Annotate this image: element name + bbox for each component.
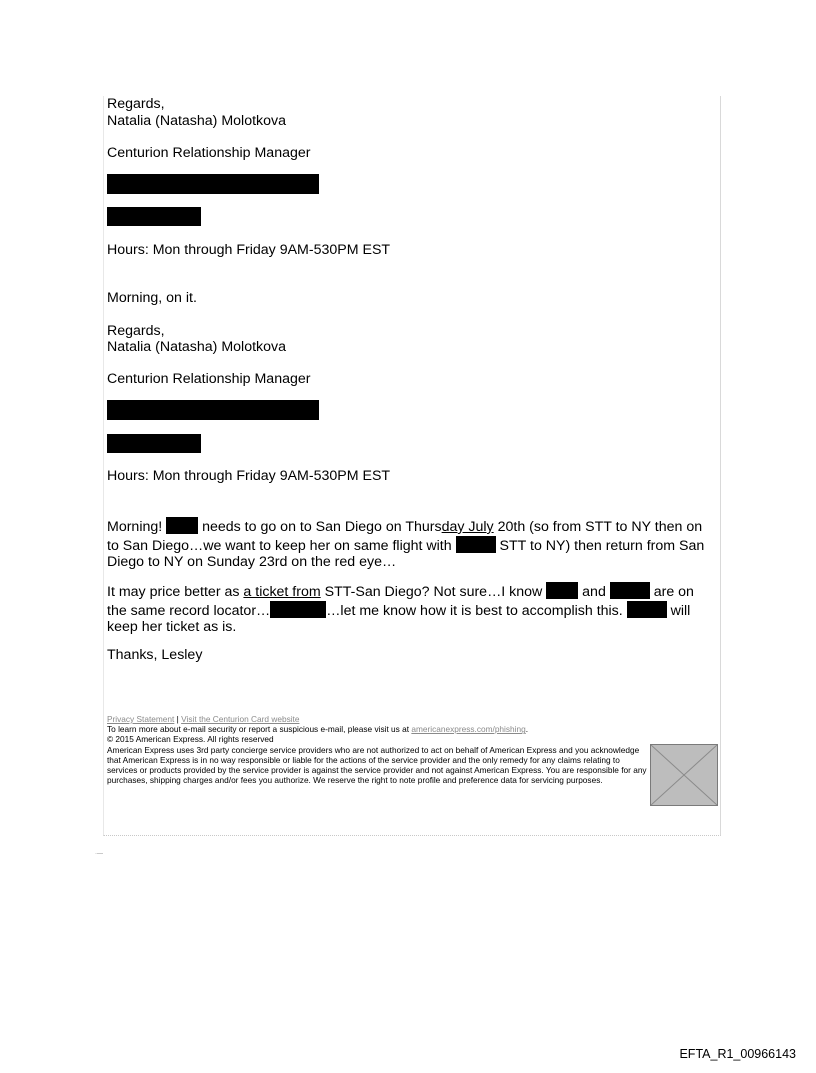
signature-name: Natalia (Natasha) Molotkova [107,113,286,129]
footer-links [107,714,652,724]
signature-hours: Hours: Mon through Friday 9AM-530PM EST [107,242,391,258]
request-paragraph-1: Morning! needs to go on to San Diego on Thursday July 20th (so from STT to NY then on to San Diego…we want to keep her on same flight with STT to NY) then return from San Diego to NY on Sunday 23rd on the red eye… [107,519,705,570]
request-signoff: Thanks, Lesley [107,647,203,663]
inline-redaction [627,601,667,618]
phishing-link[interactable]: americanexpress.com/phishing [411,724,526,735]
signature-closing: Regards, [107,96,165,112]
inline-redaction [546,582,578,599]
redaction-block [107,174,319,194]
security-notice: To learn more about e-mail security or report a suspicious e-mail, please visit us at americanexpress.com/phishing. [107,724,529,735]
redaction-block [107,400,319,420]
inline-redaction [456,536,496,553]
copyright-notice: © 2015 American Express. All rights reserved [107,734,274,745]
redaction-block [107,207,201,226]
broken-image-icon [650,744,718,806]
signature-closing: Regards, [107,323,165,339]
redaction-block [107,434,201,453]
request-paragraph-2: It may price better as a ticket from STT-San Diego? Not sure…I know and are on the same record locator… …let me know how it is best to accomplish this. will keep her ticket as is. [107,584,694,635]
centurion-website-link[interactable]: Visit the Centurion Card website [181,714,300,724]
signature-title: Centurion Relationship Manager [107,145,311,161]
document-id: EFTA_R1_00966143 [679,1047,796,1061]
stray-mark: ·— [95,851,103,857]
signature-title: Centurion Relationship Manager [107,371,311,387]
inline-redaction [610,582,650,599]
link-separator: | [176,714,179,724]
privacy-statement-link[interactable]: Privacy Statement [107,714,175,724]
inline-redaction [166,517,198,534]
email-footer [107,714,652,785]
signature-name: Natalia (Natasha) Molotkova [107,339,286,355]
inline-redaction [270,601,326,618]
signature-hours: Hours: Mon through Friday 9AM-530PM EST [107,468,391,484]
disclaimer-text: American Express uses 3rd party concierge service providers who are not authorized to act on behalf of American Express and you acknowledge that American Express is in no way responsible or liable for the actions of the service provider and the only remedy for any claims relating to services or products provided by the service provider is against the service provider and not against American Express. You are responsible for any purchases, shipping charges and/or fees you authorize. We reserve the right to note profile and preference data for servicing purposes. [107,744,647,786]
reply-message: Morning, on it. [107,290,197,306]
